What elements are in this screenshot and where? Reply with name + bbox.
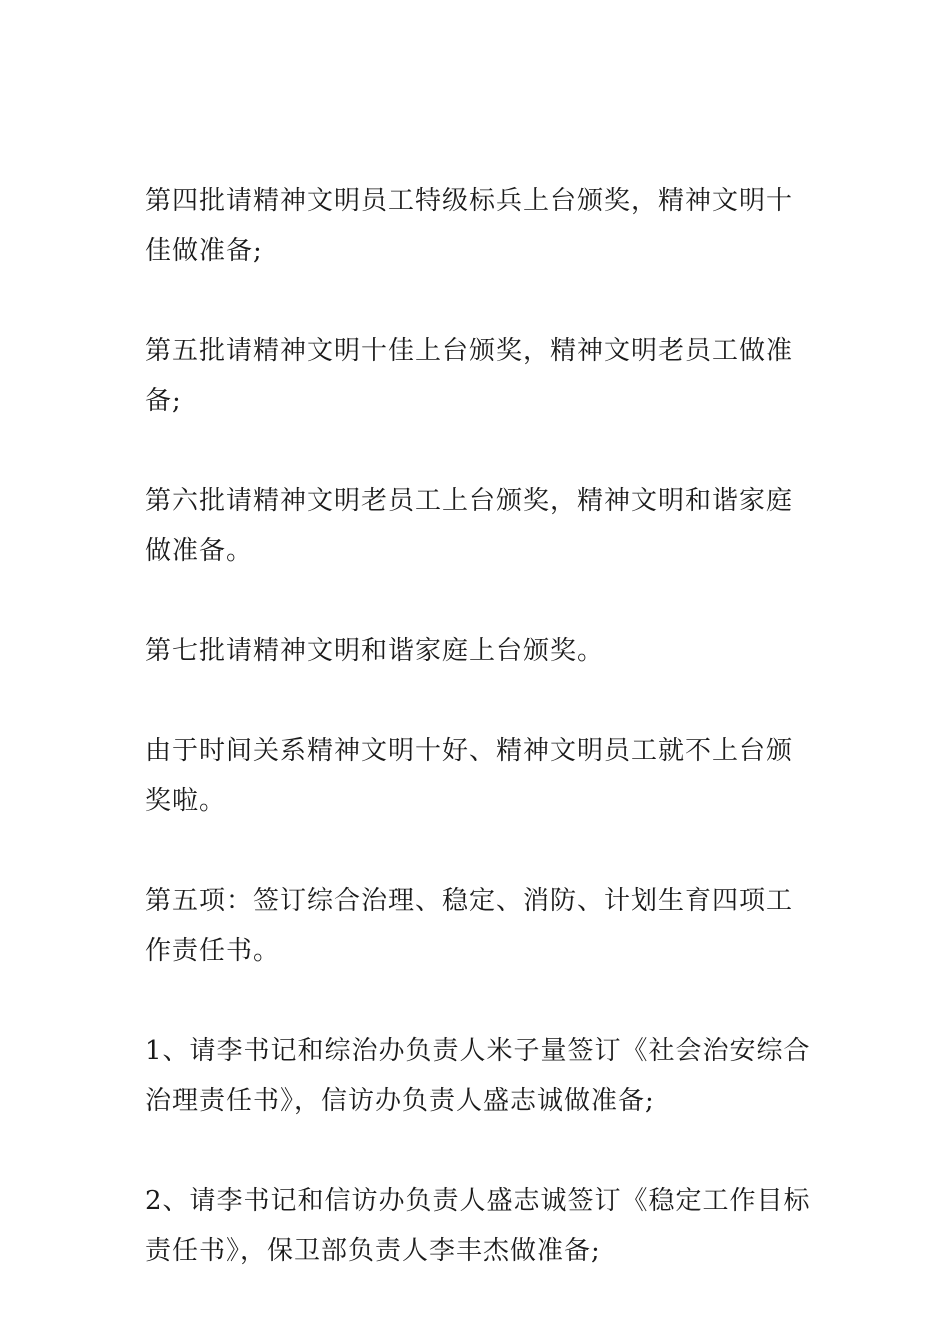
paragraph-item-2: 2、请李书记和信访办负责人盛志诚签订《稳定工作目标责任书》，保卫部负责人李丰杰做准备; [145,1186,811,1266]
paragraph-award-batch-7: 第七批请精神文明和谐家庭上台颁奖。 [145,636,605,666]
paragraph-award-batch-4: 第四批请精神文明员工特级标兵上台颁奖，精神文明十佳做准备; [145,186,794,266]
paragraph-item-1: 1、请李书记和综治办负责人米子量签订《社会治安综合治理责任书》，信访办负责人盛志诚做准备; [145,1036,811,1116]
paragraph-award-batch-6: 第六批请精神文明老员工上台颁奖，精神文明和谐家庭做准备。 [145,486,794,566]
paragraph-time-note: 由于时间关系精神文明十好、精神文明员工就不上台颁奖啦。 [145,736,794,816]
paragraph-award-batch-5: 第五批请精神文明十佳上台颁奖，精神文明老员工做准备; [145,336,794,416]
document-body [145,176,817,1326]
paragraph-item-5-heading: 第五项：签订综合治理、稳定、消防、计划生育四项工作责任书。 [145,886,794,966]
